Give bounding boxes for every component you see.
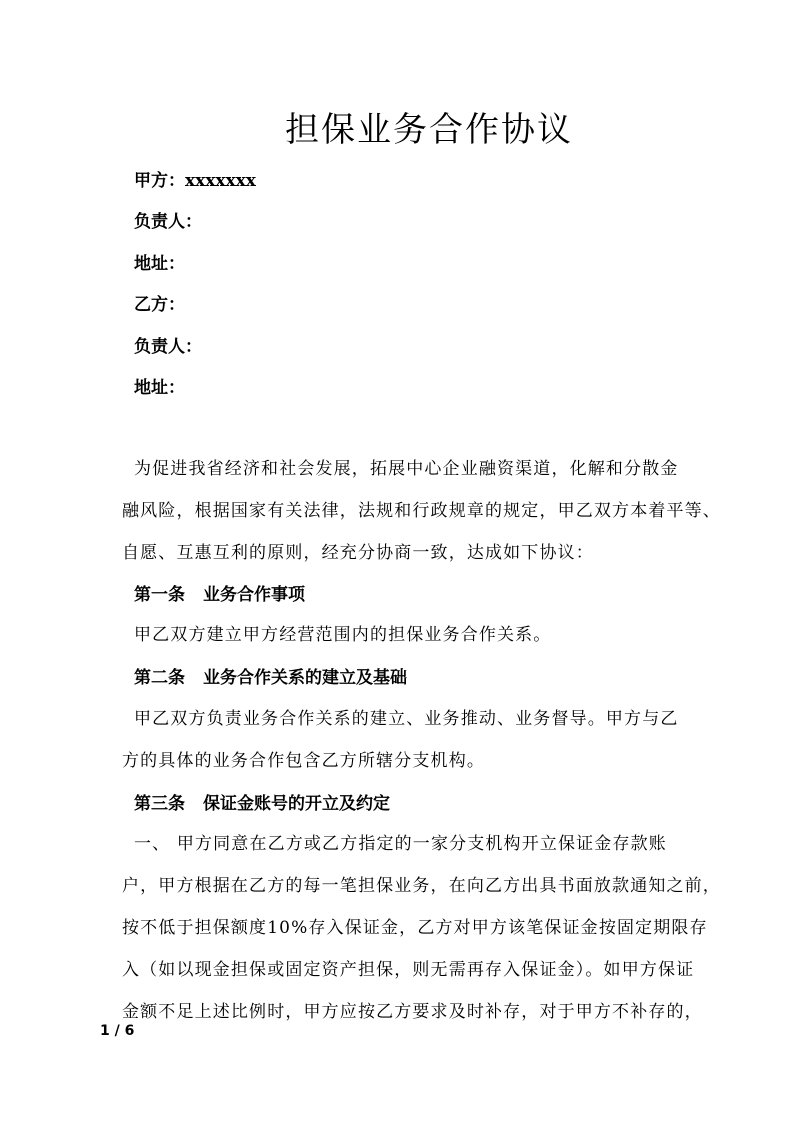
preamble-line: 自愿、互惠互利的原则，经充分协商一致，达成如下协议： <box>122 543 594 563</box>
party-b-address-label: 地址： <box>134 378 185 398</box>
article-3-line: 入（如以现金担保或固定资产担保，则无需再存入保证金）。如甲方保证 <box>122 960 695 980</box>
article-3-line: 金额不足上述比例时，甲方应按乙方要求及时补存，对于甲方不补存的， <box>122 1002 703 1022</box>
party-a-label: 甲方：xxxxxxx <box>134 171 256 191</box>
party-b-responsible-label: 负责人： <box>134 337 202 357</box>
party-b-label: 乙方： <box>134 295 185 315</box>
article-2-heading <box>134 667 407 689</box>
article-3-title: 保证金账号的开立及约定 <box>203 794 390 814</box>
preamble-paragraph <box>122 448 721 574</box>
article-3-line: 一、 甲方同意在乙方或乙方指定的一家分支机构开立保证金存款账 <box>134 834 667 854</box>
document-title: 担保业务合作协议 <box>285 110 573 150</box>
article-1-title: 业务合作事项 <box>203 585 305 605</box>
preamble-line: 融风险，根据国家有关法律，法规和行政规章的规定，甲乙双方本着平等、 <box>122 501 721 521</box>
article-3-line: 按不低于担保额度10%存入保证金，乙方对甲方该笔保证金按固定期限存 <box>122 918 708 938</box>
article-2-line: 方的具体的业务合作包含乙方所辖分支机构。 <box>122 751 485 771</box>
preamble-line: 为促进我省经济和社会发展，拓展中心企业融资渠道，化解和分散金 <box>134 459 679 479</box>
article-1-line: 甲乙双方建立甲方经营范围内的担保业务合作关系。 <box>134 625 552 645</box>
article-2-number: 第二条 <box>134 668 185 688</box>
article-1-paragraph <box>134 614 686 656</box>
article-3-heading <box>134 793 390 815</box>
article-3-line: 户，甲方根据在乙方的每一笔担保业务，在向乙方出具书面放款通知之前， <box>122 876 721 896</box>
article-2-title: 业务合作关系的建立及基础 <box>203 668 407 688</box>
article-2-paragraph <box>122 698 686 782</box>
party-a-responsible-label: 负责人： <box>134 212 202 232</box>
article-1-number: 第一条 <box>134 585 185 605</box>
article-2-line: 甲乙双方负责业务合作关系的建立、业务推动、业务督导。甲方与乙 <box>134 709 679 729</box>
party-a-address-label: 地址： <box>134 254 185 274</box>
article-3-number: 第三条 <box>134 794 185 814</box>
article-3-paragraph <box>122 823 721 1033</box>
page-indicator: 1 / 6 <box>100 1023 135 1039</box>
article-1-heading <box>134 584 305 606</box>
